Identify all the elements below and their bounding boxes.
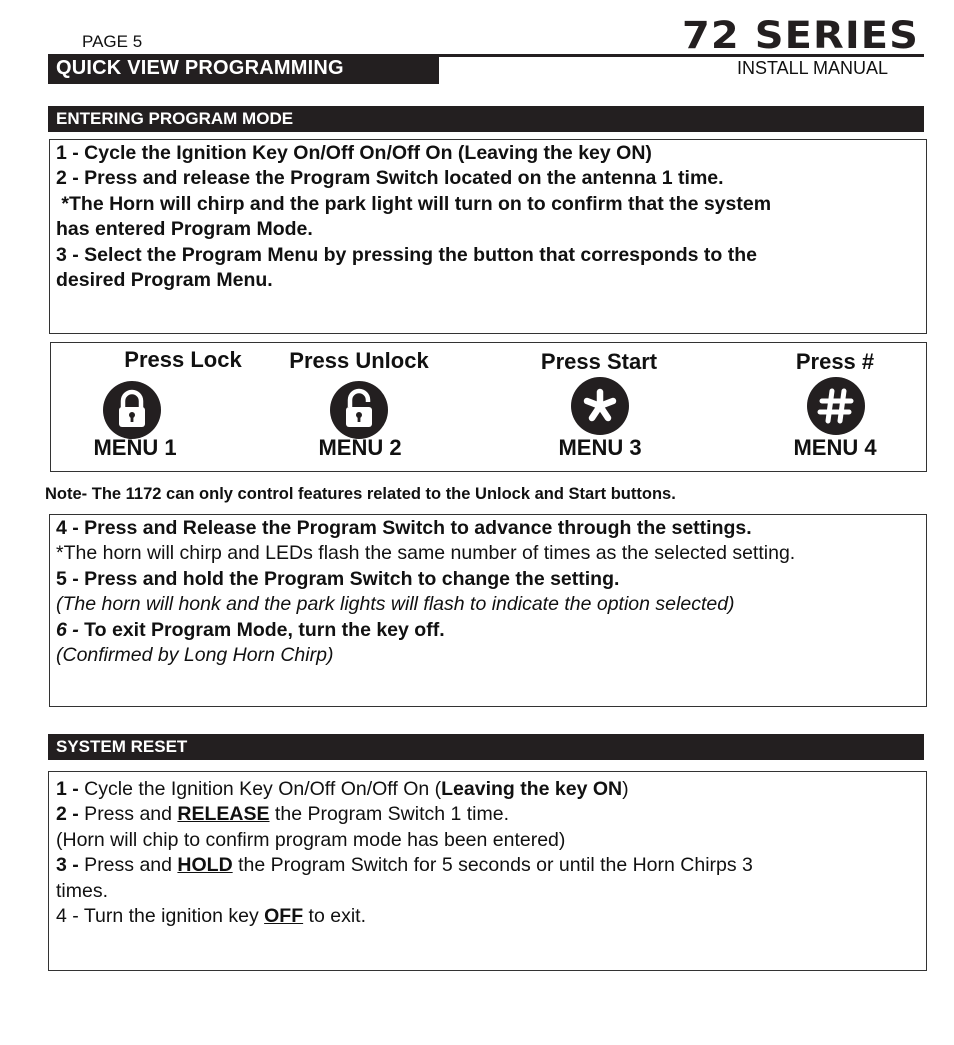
press-unlock-label: Press Unlock — [289, 348, 429, 373]
menu-option-hash — [735, 343, 935, 375]
step-text: Cycle the Ignition Key On/Off On/Off On ( — [78, 778, 442, 800]
step-text: the Program Switch 1 time. — [269, 803, 510, 826]
entering-steps — [56, 141, 771, 293]
system-reset-heading: SYSTEM RESET — [48, 734, 924, 760]
lock-icon — [103, 381, 161, 439]
note-text: Note- The 1172 can only control features related to the Unlock and Start buttons. — [45, 485, 676, 503]
step-line: has entered Program Mode. — [56, 218, 313, 241]
menu-2-label: MENU 2 — [318, 435, 402, 460]
step-emphasis: HOLD — [177, 854, 233, 877]
page-number: PAGE 5 — [82, 32, 143, 51]
menu-option-unlock — [259, 343, 459, 374]
menu-option-lock — [83, 343, 283, 373]
step-line: times. — [56, 879, 109, 902]
step-line — [56, 802, 753, 827]
step-text: 4 - Turn the ignition key — [56, 905, 265, 928]
manual-label: INSTALL MANUAL — [737, 58, 889, 78]
step-line: *The horn will chirp and LEDs flash the same number of times as the selected setting. — [56, 542, 796, 565]
menu-selection-box — [50, 342, 927, 472]
press-lock-label: Press Lock — [124, 347, 242, 372]
press-hash-label: Press # — [795, 349, 875, 374]
step-emphasis: Leaving the key ON — [441, 778, 623, 800]
step-line — [56, 853, 753, 878]
step-line: (Confirmed by Long Horn Chirp) — [56, 644, 334, 667]
reset-steps — [56, 777, 753, 929]
menu-4-label: MENU 4 — [793, 435, 877, 460]
page-title: QUICK VIEW PROGRAMMING — [56, 57, 344, 79]
hash-icon — [807, 377, 865, 435]
step-line — [56, 904, 753, 929]
step-text: to exit. — [303, 905, 366, 928]
step-line: 1 - Cycle the Ignition Key On/Off On/Off On (Leaving the key ON) — [56, 142, 652, 164]
menu-1 — [35, 435, 235, 461]
series-title: 72 SERIES — [682, 14, 920, 57]
menu-4 — [735, 435, 935, 461]
entering-program-mode-heading: ENTERING PROGRAM MODE — [48, 106, 924, 132]
step-text: the Program Switch for 5 seconds or until the Horn Chirps 3 — [232, 854, 753, 877]
step-number: 3 - — [56, 854, 79, 877]
settings-steps — [56, 516, 795, 668]
step-line: 4 - Press and Release the Program Switch to advance through the settings. — [56, 517, 752, 539]
step-line: 3 - Select the Program Menu by pressing the button that corresponds to the — [56, 243, 758, 266]
step-emphasis: OFF — [264, 905, 304, 928]
menu-2 — [260, 435, 460, 461]
menu-1-label: MENU 1 — [93, 435, 177, 460]
menu-option-start — [499, 343, 699, 375]
unlock-icon — [330, 381, 388, 439]
press-start-label: Press Start — [540, 349, 658, 374]
asterisk-icon — [571, 377, 629, 435]
step-emphasis: RELEASE — [177, 803, 270, 826]
step-number: 1 - — [56, 778, 79, 800]
step-line: *The Horn will chirp and the park light will turn on to confirm that the system — [56, 192, 772, 215]
step-text: Press and — [78, 803, 178, 826]
step-number: 6 - — [56, 618, 79, 641]
step-text: Press and — [78, 854, 178, 877]
step-line — [56, 618, 795, 643]
step-line — [56, 777, 753, 802]
step-line: 2 - Press and release the Program Switch located on the antenna 1 time. — [56, 167, 724, 190]
step-line: 5 - Press and hold the Program Switch to change the setting. — [56, 567, 620, 590]
step-line: desired Program Menu. — [56, 269, 273, 292]
step-text: ) — [622, 778, 629, 800]
menu-3-label: MENU 3 — [558, 435, 642, 460]
step-number: 2 - — [56, 803, 79, 826]
step-line: (Horn will chip to confirm program mode has been entered) — [56, 828, 566, 851]
step-line: (The horn will honk and the park lights will flash to indicate the option selected) — [56, 593, 735, 616]
step-text: To exit Program Mode, turn the key off. — [78, 618, 445, 641]
menu-3 — [500, 435, 700, 461]
